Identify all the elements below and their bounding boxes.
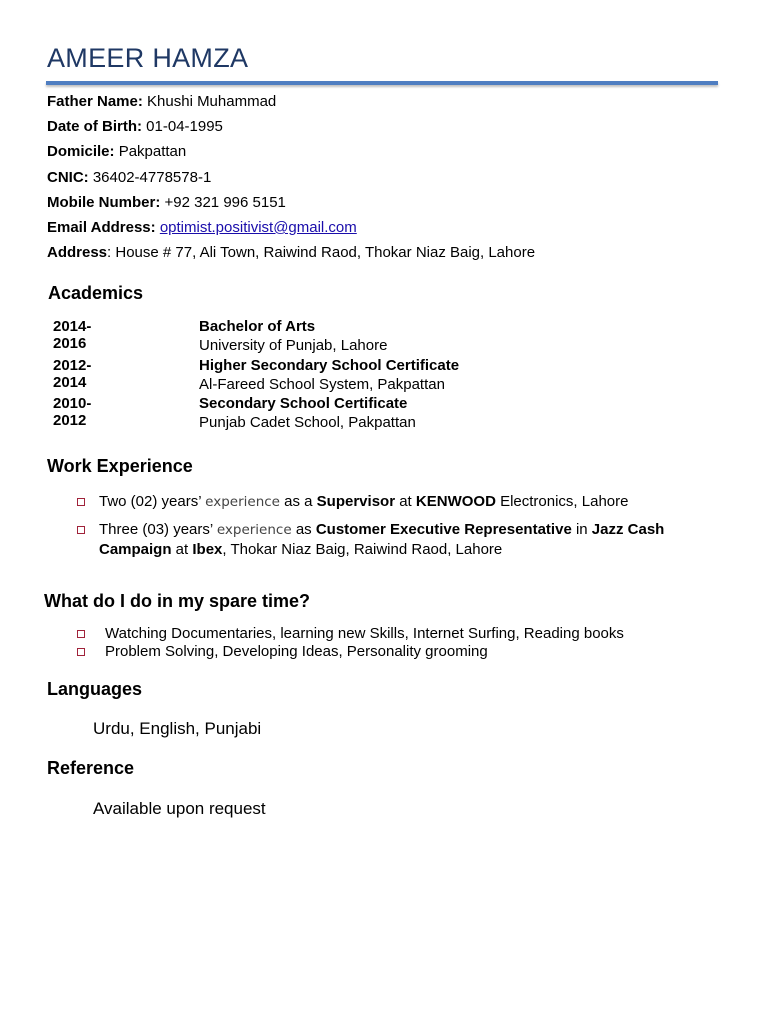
academic-degree: Higher Secondary School Certificate [199,356,460,374]
candidate-name: AMEER HAMZA [47,43,249,73]
list-item [77,492,677,512]
domicile-label: Domicile: [47,143,115,161]
cnic-row [47,169,535,194]
address-row [47,244,535,269]
spare-item-text: Watching Documentaries, learning new Skills, Internet Surfing, Reading books [105,625,624,642]
list-item [77,625,717,643]
personal-info [47,93,535,269]
academics-heading: Academics [48,283,144,303]
dob-row [47,118,535,143]
domicile-row [47,143,535,168]
text-run: as a [279,493,317,510]
email-link[interactable]: optimist.positivist@gmail.com [159,218,357,236]
text-run: , Thokar Niaz Baig, Raiwind Raod, Lahore [222,541,503,558]
father-name-value: Khushi Muhammad [147,93,277,110]
email-row [47,219,535,244]
square-bullet-icon [77,630,85,638]
academic-years: 2010-2012 [53,395,92,430]
mobile-label: Mobile Number: [47,193,161,211]
father-name-label: Father Name: [47,93,143,110]
dob-label: Date of Birth: [47,118,142,136]
text-run: as [291,521,316,538]
job-title: Supervisor [316,493,396,510]
work-experience-list [77,492,677,567]
father-name-row [47,93,535,118]
list-item [77,520,677,559]
header-divider [46,81,718,85]
academic-degree: Bachelor of Arts [199,318,316,335]
work-item-text [99,520,677,559]
square-bullet-icon [77,498,85,506]
text-run: Electronics, Lahore [495,493,629,510]
reference-heading: Reference [47,758,135,778]
work-experience-heading: Work Experience [47,456,193,476]
academic-degree: Secondary School Certificate [199,395,408,413]
academic-years: 2012-2014 [53,356,92,391]
address-label: Address [47,244,108,262]
text-run: in [571,521,592,538]
domicile-value: Pakpattan [118,143,187,161]
square-bullet-icon [77,526,85,534]
dob-value: 01-04-1995 [146,118,223,136]
employer-name: KENWOOD [415,493,496,510]
academic-years: 2014-2016 [53,318,92,352]
text-run: experience [205,494,280,510]
square-bullet-icon [77,648,85,656]
text-run: experience [216,522,292,538]
academic-institution: University of Punjab, Lahore [199,337,388,354]
job-title: Customer Executive Representative [315,521,572,538]
text-run: Two (02) years’ [99,493,206,510]
text-run: Three (03) years’ [99,521,217,538]
spare-item-text: Problem Solving, Developing Ideas, Personality grooming [105,642,488,660]
email-label: Email Address: [47,218,156,236]
list-item [77,643,717,661]
cnic-value: 36402-4778578-1 [92,168,212,186]
campaign-name: Jazz Cash Campaign [99,521,665,558]
languages-text: Urdu, English, Punjabi [93,719,262,738]
languages-heading: Languages [47,679,143,699]
address-value: : House # 77, Ali Town, Raiwind Raod, Thokar Niaz Baig, Lahore [107,244,536,262]
academic-institution: Punjab Cadet School, Pakpattan [199,414,416,432]
cnic-label: CNIC: [47,168,89,186]
reference-text: Available upon request [93,799,266,818]
mobile-row [47,194,535,219]
spare-time-heading: What do I do in my spare time? [44,591,311,611]
text-run: at [395,493,416,510]
academic-institution: Al-Fareed School System, Pakpattan [199,375,445,393]
mobile-value: +92 321 996 5151 [164,193,286,211]
spare-time-list [77,625,717,660]
work-item-text [99,492,677,512]
text-run: at [171,541,193,558]
employer-name: Ibex [192,541,223,558]
